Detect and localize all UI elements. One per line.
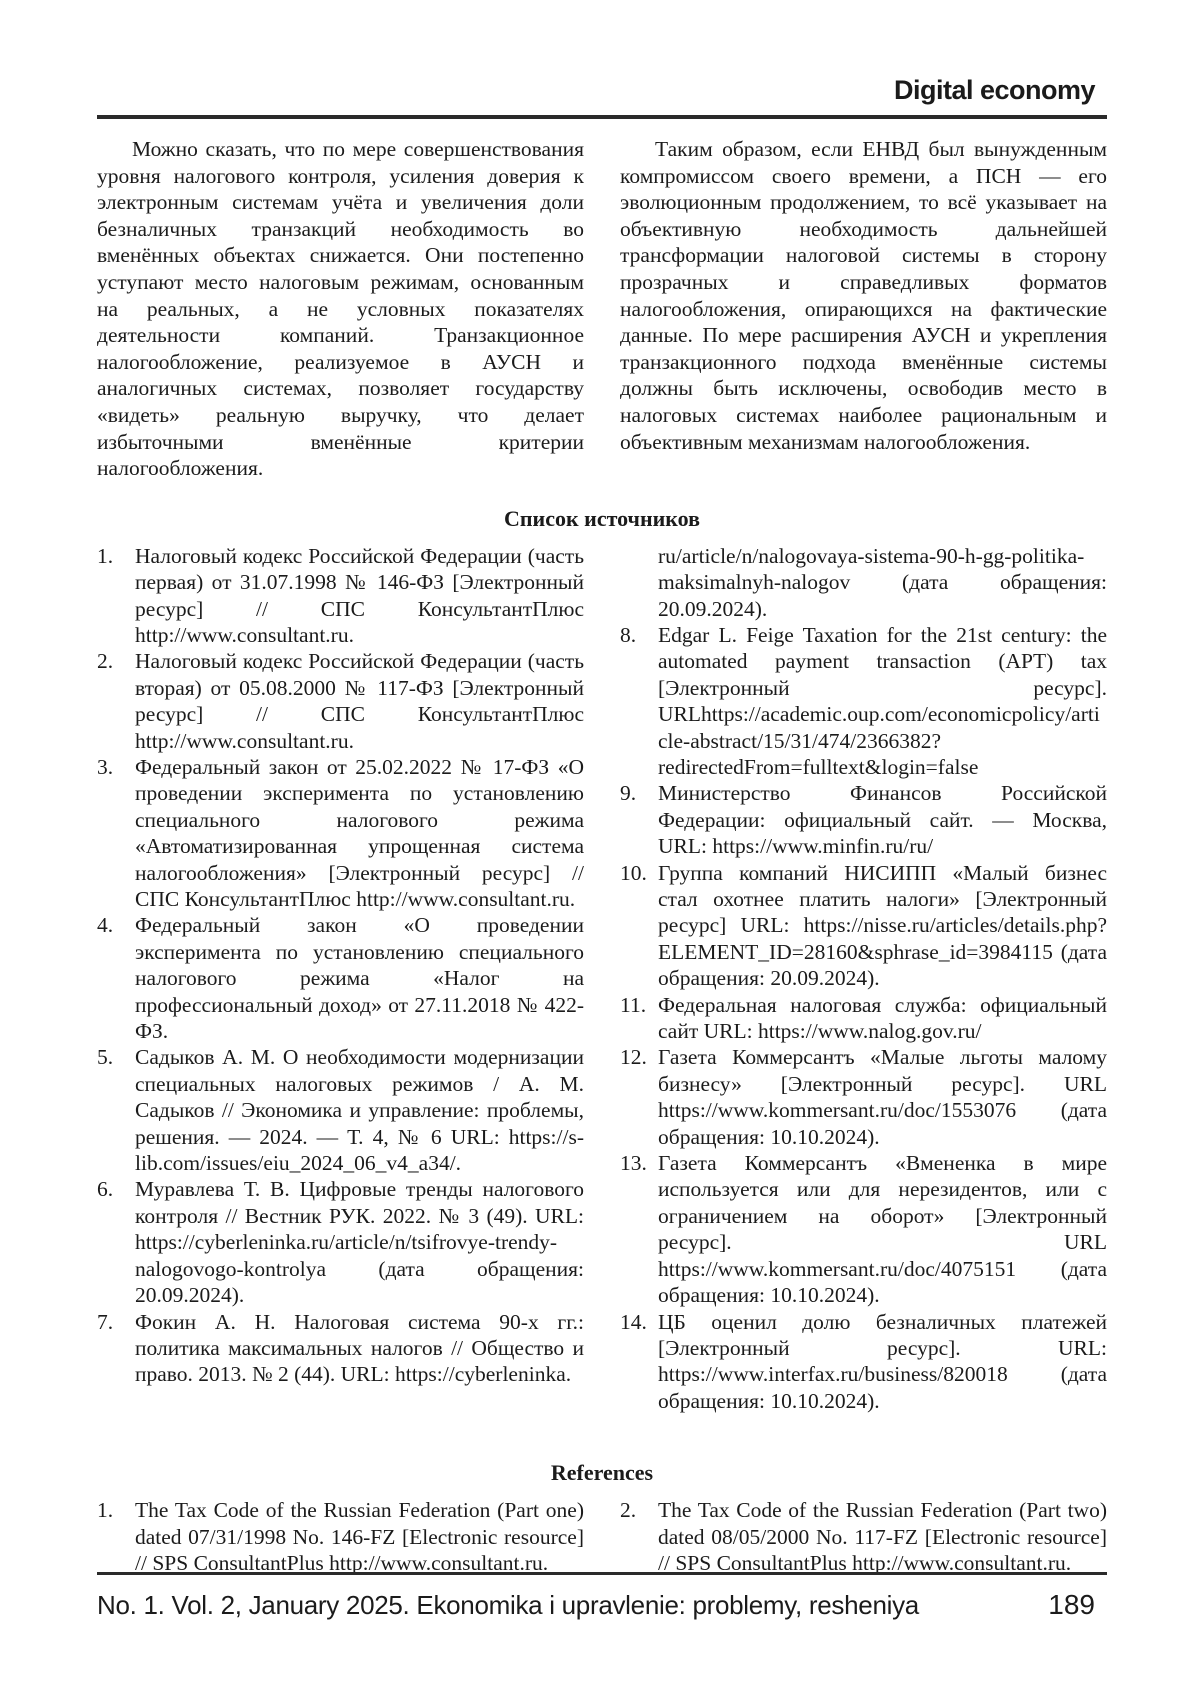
- source-item-text: Газета Коммерсантъ «Вмененка в мире используется или для нерезидентов, или с ограничением на оборот» [Электронный ресурс]. URL https://www.kommersant.ru/doc/4075151 (дата обращения: 10.10.2024).: [658, 1151, 1107, 1308]
- sources-list: [97, 543, 1107, 1414]
- source-item: [620, 992, 1107, 1045]
- reference-item: [620, 1497, 1107, 1576]
- page-footer: [97, 1572, 1107, 1620]
- source-item-number: 14.: [620, 1309, 647, 1334]
- source-item: [97, 648, 584, 754]
- source-item: [620, 860, 1107, 992]
- source-item-number: 7.: [97, 1309, 114, 1334]
- page-content: [97, 136, 1107, 1576]
- body-paragraph-left: Можно сказать, что по мере совершенствования уровня налогового контроля, усиления доверия к электронным системам учёта и увеличения доли безналичных транзакций необходимость во вменённых объектах снижается. Они постепенно уступают место налоговым режимам, основанным на реальных, а не условных показателях деятельности компаний. Транзакционное налогообложение, реализуемое в АУСН и аналогичных системах, позволяет государству «видеть» реальную выручку, что делает избыточными вменённые критерии налогообложения.: [97, 137, 584, 481]
- source-item-text: Edgar L. Feige Taxation for the 21st century: the automated payment transaction (APT) tax [Электронный ресурс]. URLhttps://academic.oup.com/economicpolicy/article-abstract/15/31/474/2366382?redirectedFrom=fulltext&login=false: [658, 622, 1107, 779]
- sources-column-right: [620, 543, 1107, 1414]
- references-list: [97, 1497, 1107, 1576]
- source-item: [97, 754, 584, 912]
- source-item-text: Федеральный закон от 25.02.2022 № 17-ФЗ «О проведении эксперимента по установлению специального налогового режима «Автоматизированная упрощенная система налогообложения» [Электронный ресурс] // СПС КонсультантПлюс http://www.consultant.ru.: [135, 754, 584, 911]
- references-heading: References: [550, 1460, 654, 1486]
- source-item-number: 8.: [620, 622, 637, 647]
- references-column-right: [620, 1497, 1107, 1576]
- source-item-number: 9.: [620, 781, 637, 806]
- source-item: [620, 543, 1107, 622]
- page-header: [97, 74, 1107, 119]
- source-item-number: 11.: [620, 992, 647, 1017]
- sources-column-left: [97, 543, 584, 1414]
- source-item: [620, 1044, 1107, 1150]
- references-column-left: [97, 1497, 584, 1576]
- source-item-number: 2.: [97, 649, 114, 674]
- source-item: [97, 1044, 584, 1176]
- source-item-number: 12.: [620, 1045, 647, 1070]
- source-item-number: 10.: [620, 860, 647, 885]
- source-item-number: 6.: [97, 1177, 114, 1202]
- footer-journal-info: No. 1. Vol. 2, January 2025. Ekonomika i upravlenie: problemy, resheniya: [97, 1590, 919, 1620]
- source-item: [620, 622, 1107, 780]
- source-item-text: Садыков А. М. О необходимости модернизации специальных налоговых режимов / А. М. Садыков // Экономика и управление: проблемы, решения. — 2024. — Т. 4, № 6 URL: https://s-lib.com/issues/eiu_2024_06_v4_a34/.: [135, 1045, 584, 1176]
- source-item: [97, 543, 584, 649]
- source-item-number: 1.: [97, 543, 114, 568]
- source-item-text: Группа компаний НИСИПП «Малый бизнес стал охотнее платить налоги» [Электронный ресурс] URL: https://nisse.ru/articles/details.php?ELEMENT_ID=28160&sphrase_id=3984115 (дата обращения: 20.09.2024).: [658, 860, 1107, 991]
- source-item-number: 5.: [97, 1045, 114, 1070]
- body-paragraph-right: Таким образом, если ЕНВД был вынужденным компромиссом своего времени, а ПСН — его эволюционным продолжением, то всё указывает на объективную необходимость дальнейшей трансформации налоговой системы в сторону прозрачных и справедливых форматов налогообложения, опирающихся на фактические данные. По мере расширения АУСН и укрепления транзакционного подхода вменённые системы должны быть исключены, освободив место в налоговых системах наиболее рациональным и объективным механизмам налогообложения.: [620, 137, 1107, 454]
- page-number: 189: [1048, 1589, 1095, 1620]
- source-item-text: Налоговый кодекс Российской Федерации (часть вторая) от 05.08.2000 № 117-ФЗ [Электронный ресурс] // СПС КонсультантПлюс http://www.consultant.ru.: [135, 649, 584, 753]
- source-item-text: Газета Коммерсантъ «Малые льготы малому бизнесу» [Электронный ресурс]. URL https://www.kommersant.ru/doc/1553076 (дата обращения: 10.10.2024).: [658, 1045, 1107, 1149]
- source-item-text: Налоговый кодекс Российской Федерации (часть первая) от 31.07.1998 № 146-ФЗ [Электронный ресурс] // СПС КонсультантПлюс http://www.consultant.ru.: [135, 543, 584, 647]
- reference-item-text: The Tax Code of the Russian Federation (Part one) dated 07/31/1998 No. 146-FZ [Electronic resource] // SPS ConsultantPlus http://www.consultant.ru.: [135, 1498, 584, 1575]
- source-item-text: Муравлева Т. В. Цифровые тренды налогового контроля // Вестник РУК. 2022. № 3 (49). URL: https://cyberleninka.ru/article/n/tsifrovye-trendy-nalogovogo-kontrolya (дата обращения: 20.09.2024).: [135, 1177, 584, 1308]
- source-item-text: ru/article/n/nalogovaya-sistema-90-h-gg-politika-maksimalnyh-nalogov (дата обращения: 20.09.2024).: [658, 543, 1107, 621]
- sources-heading: Список источников: [503, 505, 701, 531]
- source-item: [97, 1176, 584, 1308]
- reference-item-number: 2.: [620, 1498, 637, 1523]
- body-text-columns: [97, 136, 1107, 482]
- source-item-number: 4.: [97, 913, 114, 938]
- reference-item: [97, 1497, 584, 1576]
- source-item: [620, 780, 1107, 859]
- source-item-text: Министерство Финансов Российской Федерации: официальный сайт. — Москва, URL: https://www.minfin.ru/ru/: [658, 781, 1107, 859]
- source-item: [620, 1150, 1107, 1308]
- source-item: [97, 1309, 584, 1388]
- source-item: [620, 1309, 1107, 1415]
- source-item-number: 13.: [620, 1151, 647, 1176]
- source-item-text: Фокин А. Н. Налоговая система 90-х гг.: политика максимальных налогов // Общество и право. 2013. № 2 (44). URL: https://cyberleninka.: [135, 1309, 584, 1387]
- source-item-number: 3.: [97, 754, 114, 779]
- source-item: [97, 912, 584, 1044]
- source-item-text: ЦБ оценил долю безналичных платежей [Электронный ресурс]. URL: https://www.interfax.ru/business/820018 (дата обращения: 10.10.2024).: [658, 1309, 1107, 1413]
- running-head-title: Digital economy: [893, 75, 1095, 105]
- reference-item-text: The Tax Code of the Russian Federation (Part two) dated 08/05/2000 No. 117-FZ [Electronic resource] // SPS ConsultantPlus http://www.consultant.ru.: [658, 1498, 1107, 1575]
- source-item-text: Федеральная налоговая служба: официальный сайт URL: https://www.nalog.gov.ru/: [658, 992, 1107, 1044]
- source-item-text: Федеральный закон «О проведении эксперимента по установлению специального налогового режима «Налог на профессиональный доход» от 27.11.2018 № 422-ФЗ.: [135, 913, 584, 1044]
- reference-item-number: 1.: [97, 1498, 114, 1523]
